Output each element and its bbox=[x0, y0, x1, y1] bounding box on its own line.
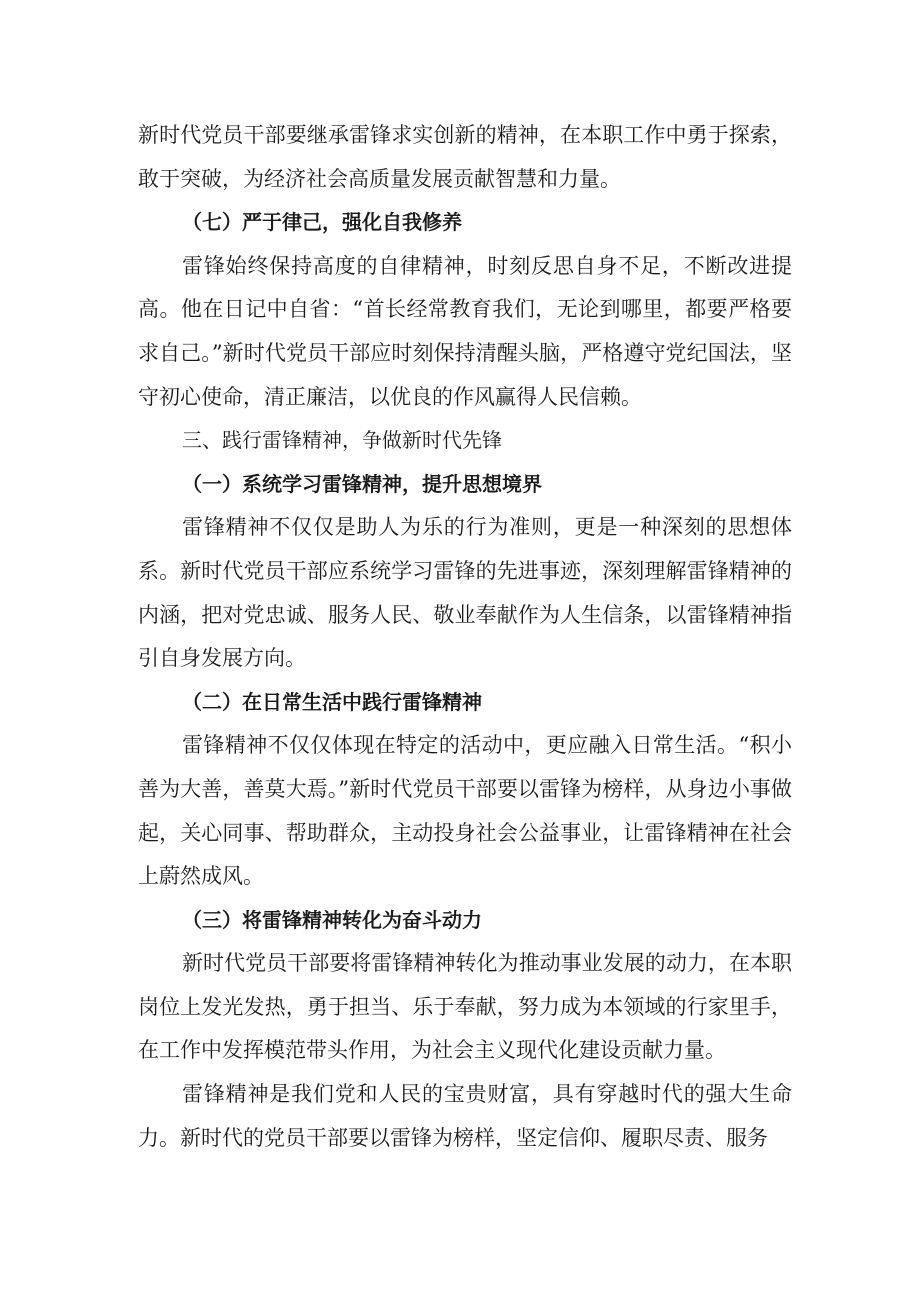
heading-daily-life: （二）在日常生活中践行雷锋精神 bbox=[182, 689, 482, 714]
paragraph-closing: 雷锋精神是我们党和人民的宝贵财富，具有穿越时代的强大生命力。新时代的党员干部要以雷锋为榜样，坚定信仰、履职尽责、服务 bbox=[138, 1082, 792, 1150]
heading-self-discipline: （七）严于律己，强化自我修养 bbox=[182, 210, 462, 235]
heading-motivation: （三）将雷锋精神转化为奋斗动力 bbox=[182, 907, 482, 932]
paragraph-daily-life: 雷锋精神不仅仅体现在特定的活动中，更应融入日常生活。“积小善为大善，善莫大焉。”新时代党员干部要以雷锋为榜样，从身边小事做起，关心同事、帮助群众，主动投身社会公益事业，让雷锋精神在社会上蔚然成风。 bbox=[138, 733, 792, 889]
heading-systematic-study: （一）系统学习雷锋精神，提升思想境界 bbox=[182, 471, 542, 496]
section-heading-practice: 三、践行雷锋精神，争做新时代先锋 bbox=[182, 428, 502, 453]
document-body bbox=[138, 114, 792, 1160]
paragraph-motivation: 新时代党员干部要将雷锋精神转化为推动事业发展的动力，在本职岗位上发光发热，勇于担当、乐于奉献，努力成为本领域的行家里手，在工作中发挥模范带头作用，为社会主义现代化建设贡献力量。 bbox=[138, 951, 792, 1063]
paragraph-systematic-study: 雷锋精神不仅仅是助人为乐的行为准则，更是一种深刻的思想体系。新时代党员干部应系统学习雷锋的先进事迹，深刻理解雷锋精神的内涵，把对党忠诚、服务人民、敬业奉献作为人生信条，以雷锋精神指引自身发展方向。 bbox=[138, 515, 792, 671]
paragraph-innovation-conclusion: 新时代党员干部要继承雷锋求实创新的精神，在本职工作中勇于探索，敢于突破，为经济社会高质量发展贡献智慧和力量。 bbox=[138, 123, 792, 191]
paragraph-self-discipline: 雷锋始终保持高度的自律精神，时刻反思自身不足，不断改进提高。他在日记中自省：“首长经常教育我们，无论到哪里，都要严格要求自己。”新时代党员干部应时刻保持清醒头脑，严格遵守党纪国法，坚守初心使命，清正廉洁，以优良的作风赢得人民信赖。 bbox=[138, 253, 792, 409]
